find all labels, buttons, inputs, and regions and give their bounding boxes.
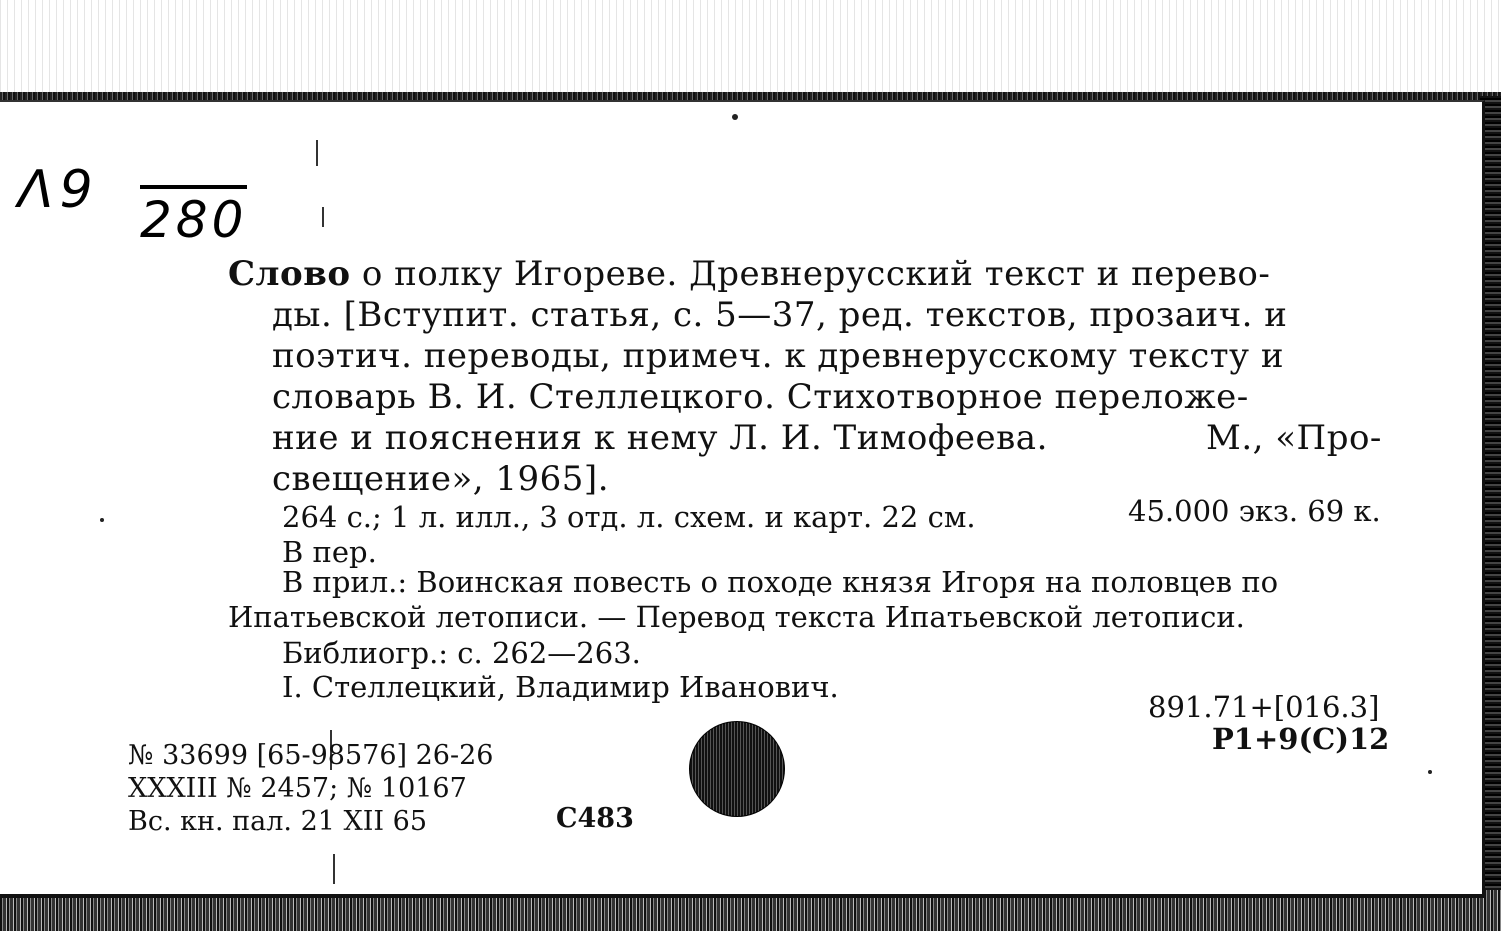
- description-line-6: свещение», 1965].: [272, 459, 609, 499]
- title-heading-word: Слово: [228, 254, 351, 294]
- card-punch-hole: [690, 722, 784, 816]
- scan-speck: [100, 518, 104, 522]
- description-line-3: поэтич. переводы, примеч. к древнерусскому тексту и: [272, 336, 1285, 376]
- description-line-1: [228, 254, 1270, 294]
- extent: 264 с.; 1 л. илл., 3 отд. л. схем. и карт. 22 см.: [282, 500, 976, 534]
- registration-line-3: Вс. кн. пал. 21 XII 65: [128, 806, 428, 837]
- scan-speck: [1428, 770, 1432, 774]
- bbk-index: P1+9(C)12: [1212, 722, 1390, 756]
- description-line-5-left: ние и пояснения к нему Л. И. Тимофеева.: [272, 418, 1048, 458]
- appendix-note-line-2: Ипатьевской летописи. — Перевод текста Ипатьевской летописи.: [228, 600, 1245, 634]
- description-line-4: словарь В. И. Стеллецкого. Стихотворное переложе-: [272, 377, 1249, 417]
- bibliography-note: Библиогр.: с. 262—263.: [282, 636, 641, 670]
- registration-code: C483: [556, 803, 634, 834]
- handwritten-shelf-code: Λ9: [18, 160, 99, 220]
- print-run-and-price: 45.000 экз. 69 к.: [1128, 494, 1381, 528]
- added-entry: I. Стеллецкий, Владимир Иванович.: [282, 670, 839, 704]
- handwritten-shelf-number: 280: [140, 185, 247, 249]
- title-rest: о полку Игореве. Древнерусский текст и перево-: [350, 254, 1271, 294]
- registration-line-1: № 33699 [65-98576] 26-26: [128, 740, 494, 771]
- description-line-2: ды. [Вступит. статья, с. 5—37, ред. текстов, прозаич. и: [272, 295, 1288, 335]
- binding: В пер.: [282, 535, 377, 569]
- scan-speck: [732, 114, 738, 120]
- scanner-top-margin: [0, 0, 1501, 100]
- udc-index: 891.71+[016.3]: [1148, 690, 1380, 724]
- description-line-5-right: М., «Про-: [1206, 418, 1382, 458]
- appendix-note-line-1: В прил.: Воинская повесть о походе князя Игоря на половцев по: [282, 565, 1279, 599]
- scan-mark: [316, 140, 318, 166]
- scan-mark: [333, 854, 335, 884]
- scan-mark: [322, 207, 324, 227]
- registration-line-2: XXXIII № 2457; № 10167: [128, 773, 467, 804]
